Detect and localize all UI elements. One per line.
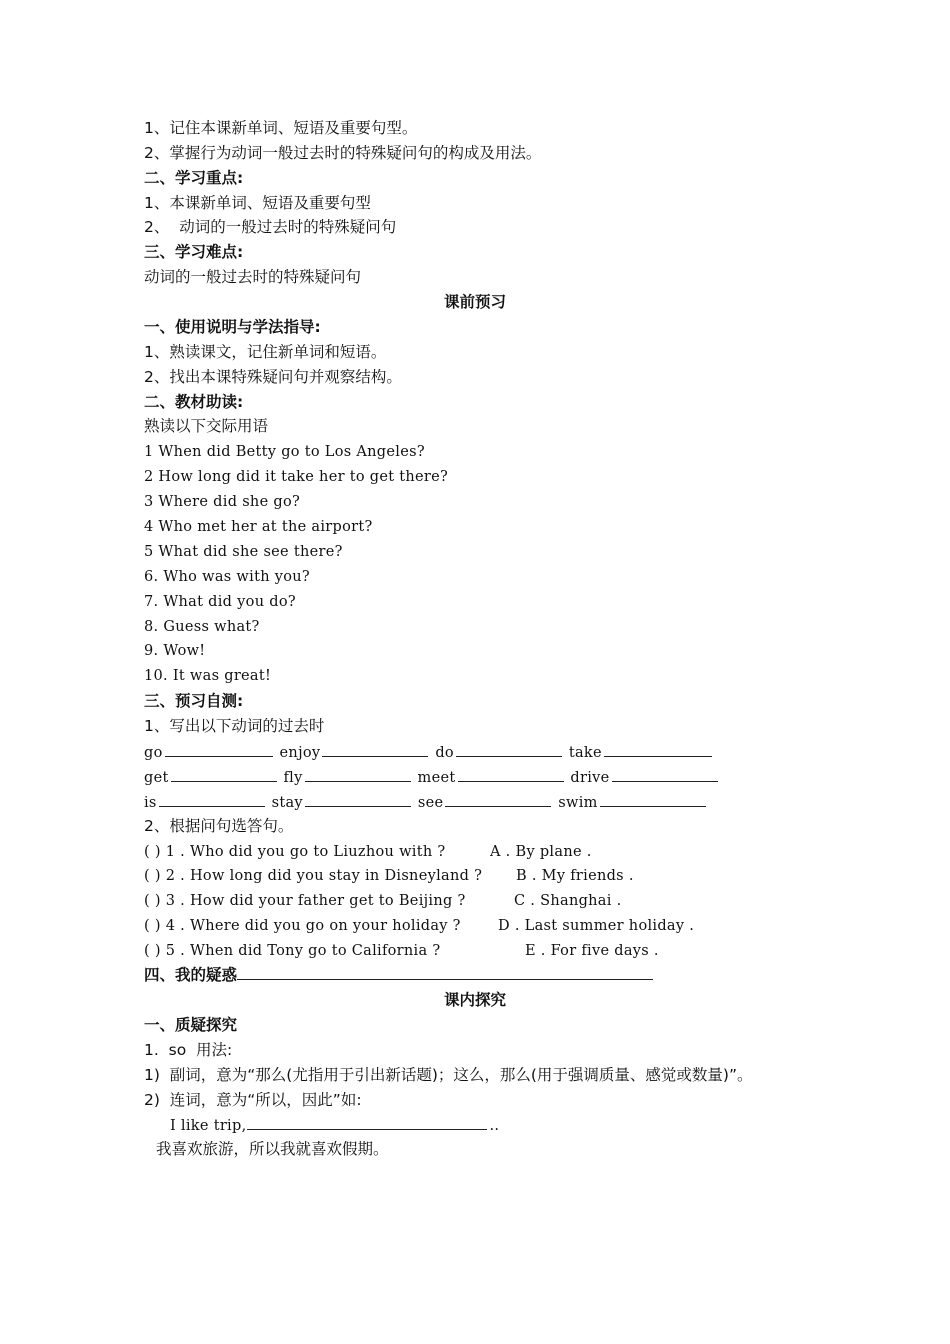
phrase-1: 1 When did Betty go to Los Angeles?	[144, 444, 425, 460]
match-answer: E . For five days .	[525, 943, 659, 959]
so-usage-title: 1. so 用法:	[144, 1041, 233, 1059]
verb-swim: swim	[558, 795, 598, 811]
key-point-1: 1、本课新单词、短语及重要句型	[144, 194, 371, 212]
objective-2: 2、掌握行为动词一般过去时的特殊疑问句的构成及用法。	[144, 144, 542, 162]
answer-blank[interactable]	[600, 792, 706, 807]
verb-row-1	[144, 742, 714, 763]
answer-blank[interactable]	[305, 792, 411, 807]
match-answer: D . Last summer holiday .	[498, 918, 695, 934]
match-row-2	[144, 866, 634, 886]
example-prefix: I like trip,	[170, 1118, 247, 1134]
verb-fly: fly	[283, 770, 303, 786]
answer-blank[interactable]	[171, 767, 277, 782]
match-row-5	[144, 941, 659, 961]
match-question: ( ) 3 . How did your father get to Beijing ?	[144, 893, 466, 909]
objective-1: 1、记住本课新单词、短语及重要句型。	[144, 119, 418, 137]
q1-title: 1、写出以下动词的过去时	[144, 717, 325, 735]
phrase-5: 5 What did she see there?	[144, 544, 343, 560]
phrase-2: 2 How long did it take her to get there?	[144, 469, 449, 485]
match-question: ( ) 1 . Who did you go to Liuzhou with ?	[144, 844, 446, 860]
verb-row-3	[144, 792, 708, 813]
phrase-3: 3 Where did she go?	[144, 494, 301, 510]
match-row-1	[144, 842, 592, 862]
match-question: ( ) 2 . How long did you stay in Disneyland ?	[144, 868, 483, 884]
answer-blank[interactable]	[604, 742, 712, 757]
inclass-title: 课内探究	[443, 991, 506, 1009]
doubts-blank[interactable]	[237, 965, 653, 980]
usage-heading: 一、使用说明与学法指导:	[144, 318, 321, 336]
example-translation: 我喜欢旅游，所以我就喜欢假期。	[156, 1140, 389, 1158]
verb-row-2	[144, 767, 720, 788]
phrase-9: 9. Wow!	[144, 643, 206, 659]
example-suffix: ..	[489, 1118, 500, 1134]
answer-blank[interactable]	[159, 792, 265, 807]
example-sentence	[170, 1115, 499, 1136]
answer-blank[interactable]	[322, 742, 428, 757]
verb-meet: meet	[417, 770, 456, 786]
match-row-3	[144, 891, 622, 911]
answer-blank[interactable]	[612, 767, 718, 782]
answer-blank[interactable]	[445, 792, 551, 807]
phrase-4: 4 Who met her at the airport?	[144, 519, 373, 535]
difficulties-text: 动词的一般过去时的特殊疑问句	[144, 268, 362, 286]
material-heading: 二、教材助读:	[144, 393, 244, 411]
selftest-heading: 三、预习自测:	[144, 692, 244, 710]
q2-title: 2、根据问句选答句。	[144, 817, 294, 835]
verb-get: get	[144, 770, 169, 786]
doubts-heading: 四、我的疑惑	[144, 966, 238, 984]
phrase-6: 6. Who was with you?	[144, 569, 310, 585]
difficulties-heading: 三、学习难点:	[144, 243, 244, 261]
match-answer: C . Shanghai .	[514, 893, 622, 909]
phrase-10: 10. It was great!	[144, 668, 272, 684]
phrase-7: 7. What did you do?	[144, 594, 296, 610]
usage-item-1: 1、熟读课文，记住新单词和短语。	[144, 343, 387, 361]
material-intro: 熟读以下交际用语	[144, 417, 269, 435]
answer-blank[interactable]	[458, 767, 564, 782]
verb-go: go	[144, 745, 163, 761]
key-point-2: 2、 动词的一般过去时的特殊疑问句	[144, 218, 397, 236]
verb-do: do	[435, 745, 454, 761]
doubts-row	[144, 965, 655, 985]
verb-take: take	[568, 745, 602, 761]
preview-title: 课前预习	[443, 293, 506, 311]
usage-item-2: 2、找出本课特殊疑问句并观察结构。	[144, 368, 402, 386]
verb-stay: stay	[271, 795, 303, 811]
answer-blank[interactable]	[456, 742, 562, 757]
key-points-heading: 二、学习重点:	[144, 169, 244, 187]
answer-blank[interactable]	[305, 767, 411, 782]
match-row-4	[144, 916, 694, 936]
so-conjunction-usage: 2) 连词，意为“所以，因此”如:	[144, 1091, 362, 1109]
so-adverb-usage: 1) 副词，意为“那么(尤指用于引出新话题)；这么，那么(用于强调质量、感觉或数量)”。	[144, 1066, 753, 1084]
phrase-8: 8. Guess what?	[144, 619, 260, 635]
verb-drive: drive	[570, 770, 610, 786]
match-answer: A . By plane .	[490, 844, 592, 860]
verb-see: see	[417, 795, 444, 811]
match-question: ( ) 5 . When did Tony go to California ?	[144, 943, 441, 959]
match-question: ( ) 4 . Where did you go on your holiday ?	[144, 918, 461, 934]
inclass-heading: 一、质疑探究	[144, 1016, 238, 1034]
match-answer: B . My friends .	[516, 868, 634, 884]
verb-is: is	[144, 795, 157, 811]
verb-enjoy: enjoy	[279, 745, 321, 761]
example-blank[interactable]	[247, 1115, 487, 1130]
answer-blank[interactable]	[165, 742, 273, 757]
